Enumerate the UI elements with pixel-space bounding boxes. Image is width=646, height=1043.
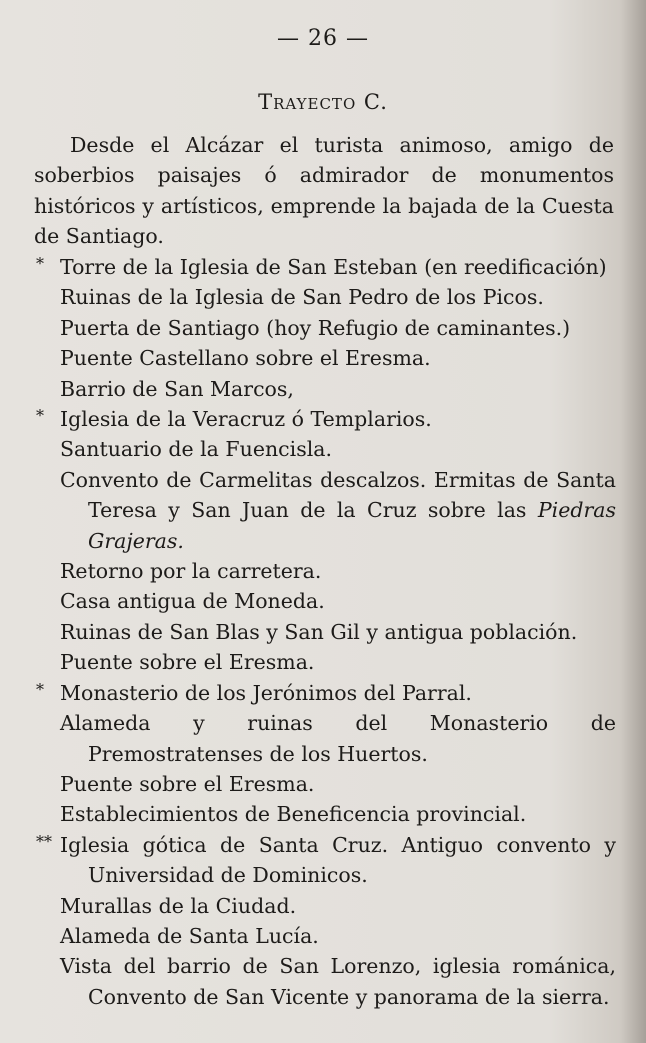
asterisk-marker-icon: ** <box>36 831 52 851</box>
itinerary-entry <box>0 617 616 647</box>
itinerary-entry <box>0 556 616 586</box>
entry-text: Santuario de la Fuencisla. <box>60 437 333 462</box>
itinerary-entry <box>0 343 616 373</box>
entry-text: Casa antigua de Moneda. <box>60 589 325 614</box>
entry-text: Iglesia de la Veracruz ó Templarios. <box>60 407 432 432</box>
entry-text: Convento de Carmelitas descalzos. Ermitas de Santa Teresa y San Juan de la Cruz sobre las <box>60 467 616 523</box>
entry-text: Ruinas de San Blas y San Gil y antigua población. <box>60 619 578 644</box>
entry-italic-text: Piedras Grajeras. <box>88 498 616 553</box>
entry-text: Puente Castellano sobre el Eresma. <box>60 346 431 371</box>
itinerary-entry <box>0 708 616 769</box>
entry-text: Alameda y ruinas del Monasterio de Premostratenses de los Huertos. <box>60 711 616 766</box>
section-title: Trayecto C. <box>258 90 388 114</box>
itinerary-entry <box>0 374 616 404</box>
entry-text: Retorno por la carretera. <box>60 559 322 584</box>
entry-text: Murallas de la Ciudad. <box>60 893 297 918</box>
entry-text: Puente sobre el Eresma. <box>60 771 315 796</box>
entry-text: Monasterio de los Jerónimos del Parral. <box>60 680 472 705</box>
itinerary-entry <box>0 647 616 677</box>
itinerary-entry <box>0 434 616 464</box>
asterisk-marker-icon: * <box>36 406 44 426</box>
itinerary-entry <box>0 586 616 616</box>
entry-text: Barrio de San Marcos, <box>60 376 294 401</box>
itinerary-entry <box>0 678 616 708</box>
itinerary-entry <box>0 830 616 891</box>
entry-text: Torre de la Iglesia de San Esteban (en reedificación) <box>60 255 607 279</box>
itinerary-entry <box>0 891 616 921</box>
entry-text: Puerta de Santiago (hoy Refugio de caminantes.) <box>60 315 571 340</box>
itinerary-entry <box>0 252 616 282</box>
asterisk-marker-icon: * <box>36 679 44 699</box>
itinerary-entry <box>0 921 616 951</box>
entry-text: Puente sobre el Eresma. <box>60 650 315 675</box>
page-number: — 26 — <box>277 26 369 51</box>
itinerary-entry <box>0 951 616 1012</box>
itinerary-entry <box>0 769 616 799</box>
itinerary-entry <box>0 282 616 312</box>
itinerary-entry <box>0 404 616 434</box>
entry-text: Alameda de Santa Lucía. <box>60 923 319 948</box>
entry-text: Establecimientos de Beneficencia provincial. <box>60 802 527 827</box>
entry-text: Iglesia gótica de Santa Cruz. Antiguo convento y Universidad de Dominicos. <box>60 832 616 888</box>
asterisk-marker-icon: * <box>36 254 44 273</box>
intro-paragraph: Desde el Alcázar el turista animoso, amigo de soberbios paisajes ó admirador de monumentos históricos y artísticos, emprende la bajada de la Cuesta de Santiago. <box>34 133 614 249</box>
entry-text: Ruinas de la Iglesia de San Pedro de los Picos. <box>60 285 544 310</box>
itinerary-list <box>0 252 646 1012</box>
itinerary-entry <box>0 799 616 829</box>
entry-text: Vista del barrio de San Lorenzo, iglesia románica, Convento de San Vicente y panorama de la sierra. <box>60 954 616 1009</box>
itinerary-entry <box>0 313 616 343</box>
itinerary-entry <box>0 465 616 556</box>
